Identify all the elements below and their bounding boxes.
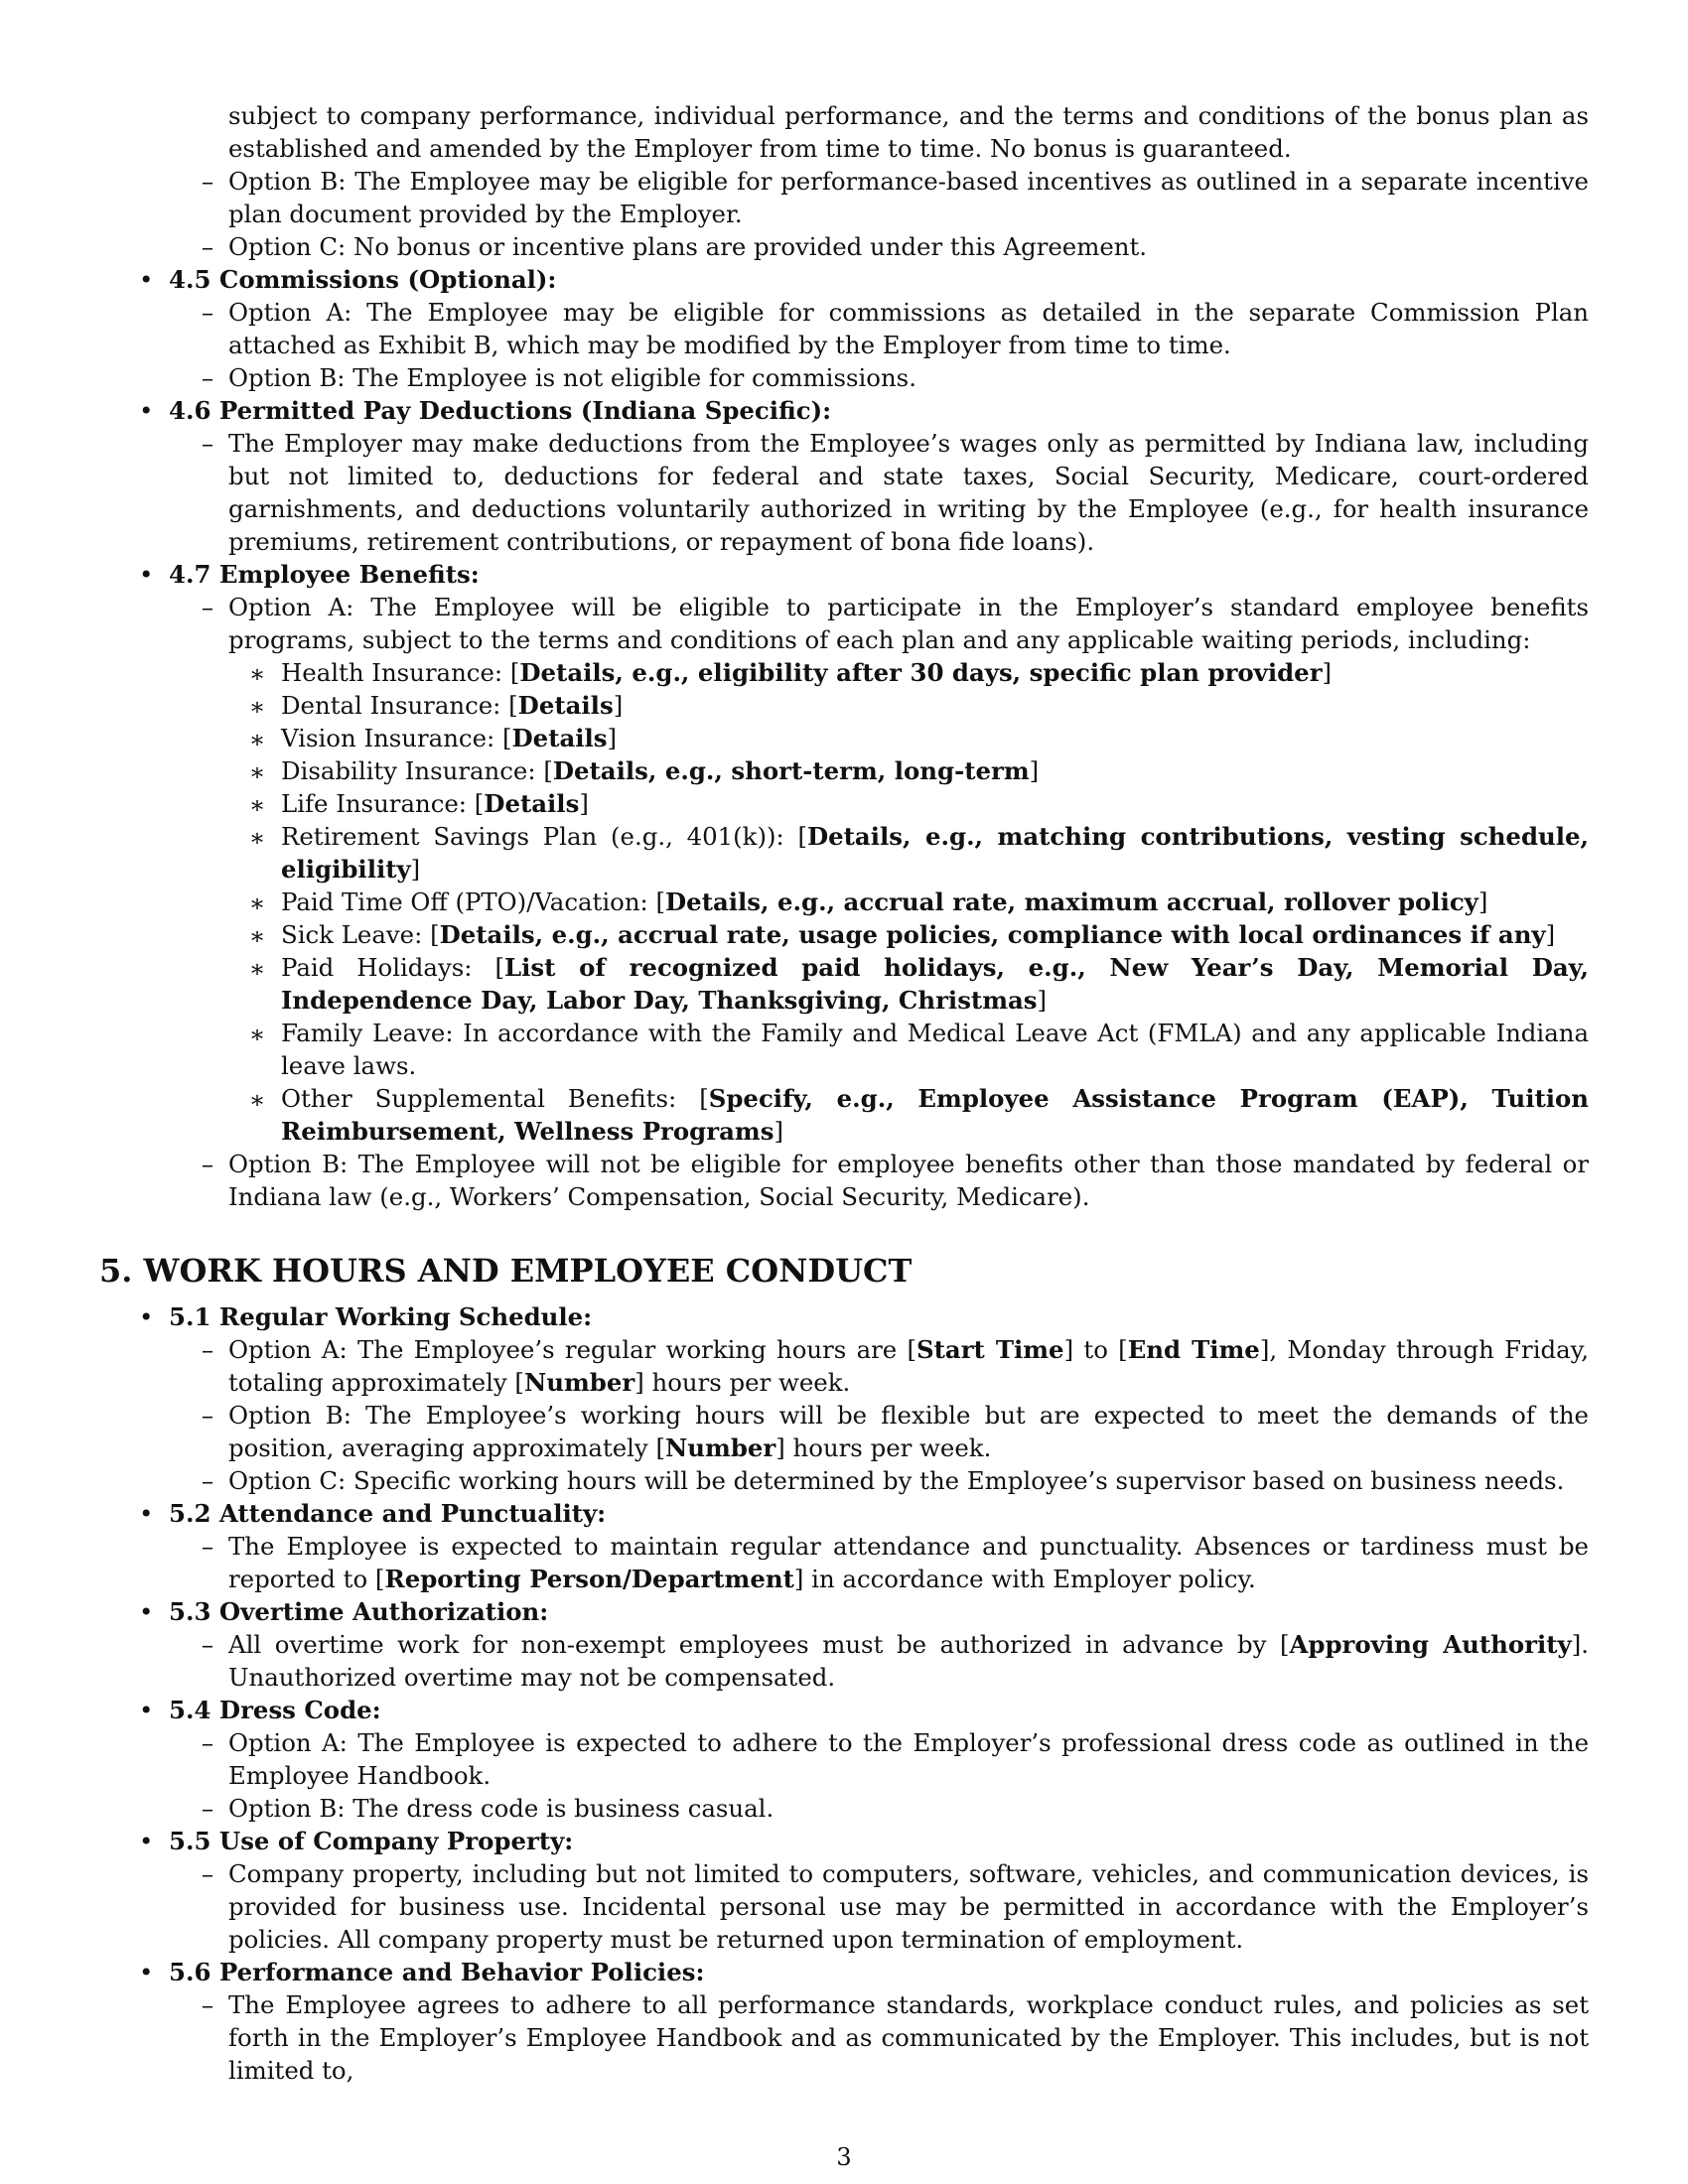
schedule-option-c: – Option C: Specific working hours will be determined by the Employee’s supervisor based on business needs. (201, 1466, 1565, 1495)
commission-option-b: – Option B: The Employee is not eligible for commissions. (201, 363, 916, 392)
section-5-title: 5. WORK HOURS AND EMPLOYEE CONDUCT (99, 1252, 913, 1290)
schedule-option-b: – Option B: The Employee’s working hours will be flexible but are expected to meet the demands of the position, averaging approximately [Number] hours per week. (201, 1401, 1589, 1462)
benefits-option-b: – Option B: The Employee will not be eligible for employee benefits other than those mandated by federal or Indiana law (e.g., Workers’ Compensation, Social Security, Medicare). (201, 1150, 1589, 1211)
section-5-5: • 5.5 Use of Company Property: (139, 1827, 574, 1855)
benefit-item-dental: ∗ Dental Insurance: [Details] (248, 691, 624, 721)
benefit-item-health: ∗ Health Insurance: [Details, e.g., eligibility after 30 days, specific plan provider] (248, 658, 1333, 688)
attendance-text: – The Employee is expected to maintain regular attendance and punctuality. Absences or tardiness must be reported to [Reporting Person/Department] in accordance with Employer policy. (201, 1532, 1589, 1593)
page-content (99, 99, 1589, 2087)
section-heading: 5.6 Performance and Behavior Policies: (169, 1958, 705, 1986)
page-number: 3 (836, 2143, 852, 2171)
benefit-item-retirement: ∗ Retirement Savings Plan (e.g., 401(k)): [Details, e.g., matching contributions, vesting schedule, eligibility] (248, 822, 1590, 884)
bonus-option-b: – Option B: The Employee may be eligible for performance-based incentives as outlined in a separate incentive plan document provided by the Employer. (201, 167, 1589, 228)
dress-code-option-b: – Option B: The dress code is business casual. (201, 1794, 774, 1823)
benefit-item-disability: ∗ Disability Insurance: [Details, e.g., short-term, long-term] (248, 756, 1040, 786)
bonus-option-c: – Option C: No bonus or incentive plans are provided under this Agreement. (201, 232, 1148, 261)
benefit-item-holidays: ∗ Paid Holidays: [List of recognized paid holidays, e.g., New Year’s Day, Memorial Day, Independence Day, Labor Day, Thanksgiving, Christmas] (248, 953, 1589, 1015)
benefit-item-other: ∗ Other Supplemental Benefits: [Specify, e.g., Employee Assistance Program (EAP), Tuition Reimbursement, Wellness Programs] (248, 1084, 1590, 1146)
deductions-text: – The Employer may make deductions from the Employee’s wages only as permitted by Indiana law, including but not limited to, deductions for federal and state taxes, Social Security, Medicare, court-ordered garnishments, and deductions voluntarily authorized in writing by the Employee (e.g., for health insurance premiums, retirement contributions, or repayment of bona fide loans). (201, 429, 1589, 556)
section-heading: 4.6 Permitted Pay Deductions (Indiana Specific): (169, 396, 832, 425)
benefit-item-life: ∗ Life Insurance: [Details] (248, 789, 589, 819)
schedule-option-a: – Option A: The Employee’s regular working hours are [Start Time] to [End Time], Monday through Friday, totaling approximately [Number] hours per week. (201, 1335, 1589, 1397)
benefit-item-family-leave: ∗ Family Leave: In accordance with the Family and Medical Leave Act (FMLA) and any applicable Indiana leave laws. (248, 1019, 1589, 1080)
bonus-option-a-continuation: subject to company performance, individual performance, and the terms and conditions of the bonus plan as established and amended by the Employer from time to time. No bonus is guaranteed. (228, 101, 1589, 163)
benefit-item-vision: ∗ Vision Insurance: [Details] (248, 724, 618, 753)
section-5-1: • 5.1 Regular Working Schedule: (139, 1302, 593, 1331)
overtime-text: – All overtime work for non-exempt employees must be authorized in advance by [Approving Authority]. Unauthorized overtime may not be compensated. (201, 1630, 1589, 1692)
section-heading: 4.7 Employee Benefits: (169, 560, 480, 589)
section-5-2: • 5.2 Attendance and Punctuality: (139, 1499, 607, 1528)
section-5-4: • 5.4 Dress Code: (139, 1696, 381, 1724)
company-property-text: – Company property, including but not limited to computers, software, vehicles, and communication devices, is provided for business use. Incidental personal use may be permitted in accordance with the Employer’s policies. All company property must be returned upon termination of employment. (201, 1859, 1589, 1954)
section-5-6: • 5.6 Performance and Behavior Policies: (139, 1958, 705, 1986)
section-heading: 5.5 Use of Company Property: (169, 1827, 574, 1855)
dress-code-option-a: – Option A: The Employee is expected to adhere to the Employer’s professional dress code as outlined in the Employee Handbook. (201, 1728, 1589, 1790)
section-4-5: • 4.5 Commissions (Optional): (139, 265, 557, 294)
section-heading: 5.1 Regular Working Schedule: (169, 1302, 593, 1331)
commission-option-a: – Option A: The Employee may be eligible for commissions as detailed in the separate Commission Plan attached as Exhibit B, which may be modified by the Employer from time to time. (201, 298, 1589, 359)
section-4-7: • 4.7 Employee Benefits: (139, 560, 480, 589)
benefit-item-sick-leave: ∗ Sick Leave: [Details, e.g., accrual rate, usage policies, compliance with local ordinances if any] (248, 920, 1556, 950)
section-heading: 5.3 Overtime Authorization: (169, 1597, 549, 1626)
benefit-item-pto: ∗ Paid Time Off (PTO)/Vacation: [Details, e.g., accrual rate, maximum accrual, rollover policy] (248, 887, 1488, 917)
performance-policies-text: – The Employee agrees to adhere to all performance standards, workplace conduct rules, and policies as set forth in the Employer’s Employee Handbook and as communicated by the Employer. This includes, but is not limited to, (201, 1990, 1589, 2085)
section-heading: 4.5 Commissions (Optional): (169, 265, 557, 294)
benefits-option-a: – Option A: The Employee will be eligible to participate in the Employer’s standard employee benefits programs, subject to the terms and conditions of each plan and any applicable waiting periods, including: (201, 593, 1589, 654)
section-4-6: • 4.6 Permitted Pay Deductions (Indiana Specific): (139, 396, 832, 425)
section-5-3: • 5.3 Overtime Authorization: (139, 1597, 549, 1626)
section-heading: 5.4 Dress Code: (169, 1696, 381, 1724)
section-heading: 5.2 Attendance and Punctuality: (169, 1499, 607, 1528)
